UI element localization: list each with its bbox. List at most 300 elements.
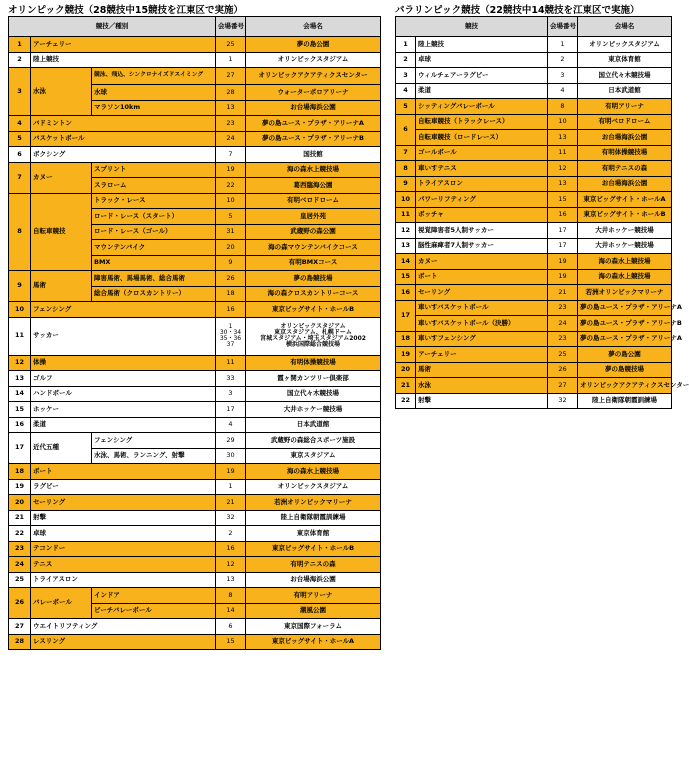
venue-number: 33 (216, 371, 246, 387)
table-row (396, 161, 672, 177)
venue-name: 霞ヶ関カンツリー倶楽部 (246, 371, 381, 387)
venue-name: 東京ビッグサイト・ホールA (578, 192, 672, 208)
venue-name: オリンピックアクアティクスセンター (578, 378, 672, 394)
table-row (396, 223, 672, 239)
table-row (9, 417, 381, 433)
sub-event-name: 水球 (92, 85, 216, 101)
event-name: 卓球 (31, 526, 216, 542)
table-row (9, 557, 381, 573)
row-number: 2 (9, 52, 31, 68)
venue-number: 12 (216, 557, 246, 573)
venue-number: 23 (548, 331, 578, 347)
venue-number: 13 (548, 176, 578, 192)
event-name: レスリング (31, 634, 216, 650)
table-row (396, 300, 672, 316)
venue-number: 18 (216, 286, 246, 302)
event-name: ゴルフ (31, 371, 216, 387)
table-row (396, 145, 672, 161)
venue-number: 4 (548, 83, 578, 99)
venue-number: 2 (216, 526, 246, 542)
venue-name: 陸上自衛隊朝霞訓練場 (578, 393, 672, 409)
venue-name: 日本武道館 (578, 83, 672, 99)
venue-number: 25 (548, 347, 578, 363)
venue-name: 大井ホッケー競技場 (246, 402, 381, 418)
venue-name: 潮風公園 (246, 603, 381, 619)
venue-number: 10 (548, 114, 578, 130)
venue-number: 24 (216, 131, 246, 147)
event-name: セーリング (31, 495, 216, 511)
venue-number: 19 (548, 269, 578, 285)
row-number: 10 (396, 192, 416, 208)
venue-number: 8 (548, 99, 578, 115)
sub-event-name: スプリント (92, 162, 216, 178)
table-row (9, 371, 381, 387)
row-number: 10 (9, 302, 31, 318)
venue-name: 有明ベロドローム (246, 193, 381, 209)
venue-name: 夢の島ユース・プラザ・アリーナB (578, 316, 672, 332)
venue-name: 武蔵野の森総合スポーツ施設 (246, 433, 381, 449)
event-name: 水泳 (31, 68, 92, 116)
venue-name: 若洲オリンピックマリーナ (246, 495, 381, 511)
venue-name: オリンピックアクアティクスセンター (246, 68, 381, 85)
venue-number: 7 (216, 147, 246, 163)
venue-name: お台場海浜公園 (246, 100, 381, 116)
event-name: ボート (416, 269, 548, 285)
venue-number: 4 (216, 417, 246, 433)
event-name: 陸上競技 (31, 52, 216, 68)
venue-number: 22 (216, 178, 246, 194)
row-number: 16 (396, 285, 416, 301)
row-number: 4 (9, 116, 31, 132)
table-row (396, 347, 672, 363)
venue-name: 皇居外苑 (246, 209, 381, 225)
venue-number: 3 (216, 386, 246, 402)
row-number: 8 (9, 193, 31, 271)
venue-number: 13 (216, 100, 246, 116)
row-number: 12 (9, 355, 31, 371)
venue-number: 14 (216, 603, 246, 619)
table-row (9, 510, 381, 526)
event-name: カヌー (31, 162, 92, 193)
table-row (396, 176, 672, 192)
event-name: 自転車競技（ロードレース） (416, 130, 548, 146)
table-row (9, 588, 381, 604)
venue-name: 東京スタジアム (246, 448, 381, 464)
event-name: 車いすバスケットボール (416, 300, 548, 316)
venue-name: 海の森水上競技場 (578, 254, 672, 270)
venue-number: 1 (548, 37, 578, 53)
table-row (396, 316, 672, 332)
olympic-title: オリンピック競技（28競技中15競技を江東区で実施） (8, 5, 244, 16)
table-row (9, 634, 381, 650)
olympic-venue-table (8, 16, 381, 650)
venue-number: 3 (548, 68, 578, 84)
table-row (396, 238, 672, 254)
row-number: 15 (9, 402, 31, 418)
table-row (396, 285, 672, 301)
venue-number: 32 (216, 510, 246, 526)
event-name: 柔道 (31, 417, 216, 433)
venue-name: 有明アリーナ (578, 99, 672, 115)
row-number: 20 (9, 495, 31, 511)
event-name: 視覚障害者5人制サッカー (416, 223, 548, 239)
table-row (396, 83, 672, 99)
venue-name: オリンピックスタジアム (246, 52, 381, 68)
row-number: 11 (396, 207, 416, 223)
header-venue: 会場名 (578, 17, 672, 37)
venue-name: 海の森水上競技場 (246, 464, 381, 480)
venue-name: 国立代々木競技場 (246, 386, 381, 402)
table-row (9, 619, 381, 635)
row-number: 9 (396, 176, 416, 192)
row-number: 5 (396, 99, 416, 115)
table-row (9, 68, 381, 85)
row-number: 6 (396, 114, 416, 145)
venue-number: 12 (548, 161, 578, 177)
event-name: 自転車競技（トラックレース） (416, 114, 548, 130)
row-number: 14 (396, 254, 416, 270)
header-venue-no: 会場番号 (216, 17, 246, 37)
venue-number: 9 (216, 255, 246, 271)
venue-name: 夢の島ユース・プラザ・アリーナA (246, 116, 381, 132)
event-name: ハンドボール (31, 386, 216, 402)
sub-event-name: ロード・レース（スタート） (92, 209, 216, 225)
table-row (9, 572, 381, 588)
venue-name: 海の森水上競技場 (578, 269, 672, 285)
paralympic-venue-table (395, 16, 689, 409)
row-number: 27 (9, 619, 31, 635)
event-name: パワーリフティング (416, 192, 548, 208)
sub-event-name: スラローム (92, 178, 216, 194)
table-row (9, 131, 381, 147)
event-name: 水泳 (416, 378, 548, 394)
table-row (9, 116, 381, 132)
row-number: 1 (9, 37, 31, 53)
row-number: 22 (9, 526, 31, 542)
event-name: 柔道 (416, 83, 548, 99)
row-number: 5 (9, 131, 31, 147)
venue-name: 夢の島競技場 (246, 271, 381, 287)
table-row (9, 464, 381, 480)
event-name: テニス (31, 557, 216, 573)
venue-name: 東京ビッグサイト・ホールB (246, 541, 381, 557)
venue-number: 11 (216, 355, 246, 371)
table-row (396, 362, 672, 378)
row-number: 19 (396, 347, 416, 363)
venue-name: 有明アリーナ (246, 588, 381, 604)
row-number: 3 (9, 68, 31, 116)
row-number: 21 (396, 378, 416, 394)
venue-number: 29 (216, 433, 246, 449)
venue-name: 夢の島ユース・プラザ・アリーナB (246, 131, 381, 147)
row-number: 9 (9, 271, 31, 302)
event-name: トライアスロン (31, 572, 216, 588)
venue-name: お台場海浜公園 (578, 130, 672, 146)
event-name: テコンドー (31, 541, 216, 557)
row-number: 17 (396, 300, 416, 331)
event-name: 近代五種 (31, 433, 92, 464)
event-name: ウエイトリフティング (31, 619, 216, 635)
venue-name: 有明体操競技場 (578, 145, 672, 161)
table-row (396, 331, 672, 347)
event-name: 車いすバスケットボール（決勝） (416, 316, 548, 332)
row-number: 8 (396, 161, 416, 177)
sub-event-name: ビーチバレーボール (92, 603, 216, 619)
sub-event-name: マラソン10km (92, 100, 216, 116)
event-name: トライアスロン (416, 176, 548, 192)
venue-number: 2 (548, 52, 578, 68)
table-row (396, 99, 672, 115)
venue-number: 30 (216, 448, 246, 464)
row-number: 2 (396, 52, 416, 68)
table-row (396, 378, 672, 394)
venue-name: 海の森マウンテンバイクコース (246, 240, 381, 256)
event-name: バスケットボール (31, 131, 216, 147)
sub-event-name: フェンシング (92, 433, 216, 449)
paralympic-title: パラリンピック競技（22競技中14競技を江東区で実施） (395, 5, 640, 16)
table-row (9, 147, 381, 163)
event-name: バレーボール (31, 588, 92, 619)
venue-name: 若洲オリンピックマリーナ (578, 285, 672, 301)
event-name: フェンシング (31, 302, 216, 318)
venue-number: 32 (548, 393, 578, 409)
event-name: 馬術 (31, 271, 92, 302)
event-name: ボッチャ (416, 207, 548, 223)
venue-name: 大井ホッケー競技場 (578, 238, 672, 254)
venue-name: 夢の島公園 (246, 37, 381, 53)
header-event: 競技／種別 (9, 17, 216, 37)
table-row (9, 402, 381, 418)
venue-number: 26 (548, 362, 578, 378)
row-number: 19 (9, 479, 31, 495)
event-name: セーリング (416, 285, 548, 301)
table-row (396, 114, 672, 130)
row-number: 18 (9, 464, 31, 480)
venue-number: 17 (216, 402, 246, 418)
event-name: ゴールボール (416, 145, 548, 161)
table-row (396, 68, 672, 84)
venue-name: ウォーターポロアリーナ (246, 85, 381, 101)
sub-event-name: ロード・レース（ゴール） (92, 224, 216, 240)
venue-name: 東京ビッグサイト・ホールB (246, 302, 381, 318)
event-name: アーチェリー (31, 37, 216, 53)
event-name: サッカー (31, 317, 216, 355)
row-number: 13 (396, 238, 416, 254)
table-row (396, 37, 672, 53)
venue-number: 21 (216, 495, 246, 511)
sub-event-name: 障害馬術、馬場馬術、総合馬術 (92, 271, 216, 287)
row-number: 26 (9, 588, 31, 619)
venue-number: 27 (548, 378, 578, 394)
row-number: 4 (396, 83, 416, 99)
venue-name: 東京体育館 (578, 52, 672, 68)
venue-name: 東京体育館 (246, 526, 381, 542)
venue-name: お台場海浜公園 (246, 572, 381, 588)
event-name: アーチェリー (416, 347, 548, 363)
table-row (396, 192, 672, 208)
venue-number: 19 (216, 464, 246, 480)
venue-number: 19 (548, 254, 578, 270)
table-row (396, 130, 672, 146)
sub-event-name: トラック・レース (92, 193, 216, 209)
event-name: 卓球 (416, 52, 548, 68)
row-number: 18 (396, 331, 416, 347)
row-number: 13 (9, 371, 31, 387)
venue-number: 23 (216, 116, 246, 132)
venue-number: 13 (548, 130, 578, 146)
venue-name: 海の森クロスカントリーコース (246, 286, 381, 302)
table-row (9, 193, 381, 209)
sub-event-name: 競泳、飛込、シンクロナイズドスイミング (92, 68, 216, 85)
venue-number: 15 (216, 634, 246, 650)
venue-name: 夢の島ユース・プラザ・アリーナA (578, 300, 672, 316)
venue-name: 東京ビッグサイト・ホールA (246, 634, 381, 650)
header-venue: 会場名 (246, 17, 381, 37)
event-name: ラグビー (31, 479, 216, 495)
event-name: 陸上競技 (416, 37, 548, 53)
venue-name: 有明BMXコース (246, 255, 381, 271)
row-number: 15 (396, 269, 416, 285)
event-name: シッティングバレーボール (416, 99, 548, 115)
venue-number: 23 (548, 300, 578, 316)
row-number: 1 (396, 37, 416, 53)
row-number: 11 (9, 317, 31, 355)
venue-name: 日本武道館 (246, 417, 381, 433)
venue-number: 10 (216, 193, 246, 209)
row-number: 21 (9, 510, 31, 526)
table-row (9, 495, 381, 511)
venue-number: 1 (216, 52, 246, 68)
venue-number: 13 (216, 572, 246, 588)
sub-event-name: BMX (92, 255, 216, 271)
row-number: 3 (396, 68, 416, 84)
row-number: 22 (396, 393, 416, 409)
venue-number: 5 (216, 209, 246, 225)
venue-number: 20 (216, 240, 246, 256)
event-name: 体操 (31, 355, 216, 371)
venue-name: 葛西臨海公園 (246, 178, 381, 194)
venue-number: 6 (216, 619, 246, 635)
sub-event-name: 水泳、馬術、ランニング、射撃 (92, 448, 216, 464)
table-row (9, 317, 381, 355)
venue-number: 26 (216, 271, 246, 287)
table-row (396, 254, 672, 270)
event-name: カヌー (416, 254, 548, 270)
event-name: 馬術 (416, 362, 548, 378)
venue-number: 21 (548, 285, 578, 301)
venue-number: 16 (548, 207, 578, 223)
venue-name: 陸上自衛隊朝霞訓練場 (246, 510, 381, 526)
venue-name: お台場海浜公園 (578, 176, 672, 192)
row-number: 7 (396, 145, 416, 161)
venue-name: 武蔵野の森公園 (246, 224, 381, 240)
row-number: 24 (9, 557, 31, 573)
event-name: ホッケー (31, 402, 216, 418)
venue-number: 24 (548, 316, 578, 332)
venue-number: 27 (216, 68, 246, 85)
venue-name: 夢の島公園 (578, 347, 672, 363)
venue-name: 夢の島競技場 (578, 362, 672, 378)
table-row (396, 207, 672, 223)
table-row (9, 526, 381, 542)
sub-event-name: マウンテンバイク (92, 240, 216, 256)
venue-name: 国立代々木競技場 (578, 68, 672, 84)
row-number: 17 (9, 433, 31, 464)
venue-number: 16 (216, 302, 246, 318)
event-name: バドミントン (31, 116, 216, 132)
row-number: 7 (9, 162, 31, 193)
row-number: 25 (9, 572, 31, 588)
venue-name: 有明体操競技場 (246, 355, 381, 371)
table-row (9, 271, 381, 287)
table-row (9, 433, 381, 449)
venue-number: 1 (216, 479, 246, 495)
table-row (9, 37, 381, 53)
event-name: 射撃 (416, 393, 548, 409)
venue-name: 有明テニスの森 (578, 161, 672, 177)
venue-name: 海の森水上競技場 (246, 162, 381, 178)
venue-name: 東京国際フォーラム (246, 619, 381, 635)
venue-name: 国技館 (246, 147, 381, 163)
venue-number: 17 (548, 223, 578, 239)
table-row (9, 541, 381, 557)
row-number: 12 (396, 223, 416, 239)
venue-number: 19 (216, 162, 246, 178)
table-row (396, 393, 672, 409)
venue-number: 31 (216, 224, 246, 240)
venue-number: 25 (216, 37, 246, 53)
venue-number: 1 30・34 35・36 37 (216, 317, 246, 355)
venue-number: 16 (216, 541, 246, 557)
row-number: 16 (9, 417, 31, 433)
event-name: ウィルチェアーラグビー (416, 68, 548, 84)
header-event: 競技 (396, 17, 548, 37)
venue-name: オリンピックスタジアム (578, 37, 672, 53)
event-name: 射撃 (31, 510, 216, 526)
table-row (9, 386, 381, 402)
venue-name: オリンピックスタジアム 東京スタジアム、札幌ドーム 宮城スタジアム・埼玉スタジアム2002 横浜国際総合競技場 (246, 317, 381, 355)
table-row (396, 269, 672, 285)
venue-name: 有明ベロドローム (578, 114, 672, 130)
table-row (9, 479, 381, 495)
row-number: 28 (9, 634, 31, 650)
row-number: 6 (9, 147, 31, 163)
venue-name: 東京ビッグサイト・ホールB (578, 207, 672, 223)
venue-number: 8 (216, 588, 246, 604)
sub-event-name: インドア (92, 588, 216, 604)
table-row (9, 355, 381, 371)
event-name: 車いすテニス (416, 161, 548, 177)
table-row (9, 162, 381, 178)
sub-event-name: 総合馬術（クロスカントリー） (92, 286, 216, 302)
row-number: 23 (9, 541, 31, 557)
venue-name: オリンピックスタジアム (246, 479, 381, 495)
event-name: 車いすフェンシング (416, 331, 548, 347)
venue-number: 28 (216, 85, 246, 101)
venue-name: 有明テニスの森 (246, 557, 381, 573)
row-number: 14 (9, 386, 31, 402)
venue-name: 夢の島ユース・プラザ・アリーナA (578, 331, 672, 347)
venue-number: 17 (548, 238, 578, 254)
event-name: ボクシング (31, 147, 216, 163)
venue-name: 大井ホッケー競技場 (578, 223, 672, 239)
table-row (396, 52, 672, 68)
row-number: 20 (396, 362, 416, 378)
table-row (9, 302, 381, 318)
venue-number: 11 (548, 145, 578, 161)
venue-number: 15 (548, 192, 578, 208)
table-row (9, 52, 381, 68)
